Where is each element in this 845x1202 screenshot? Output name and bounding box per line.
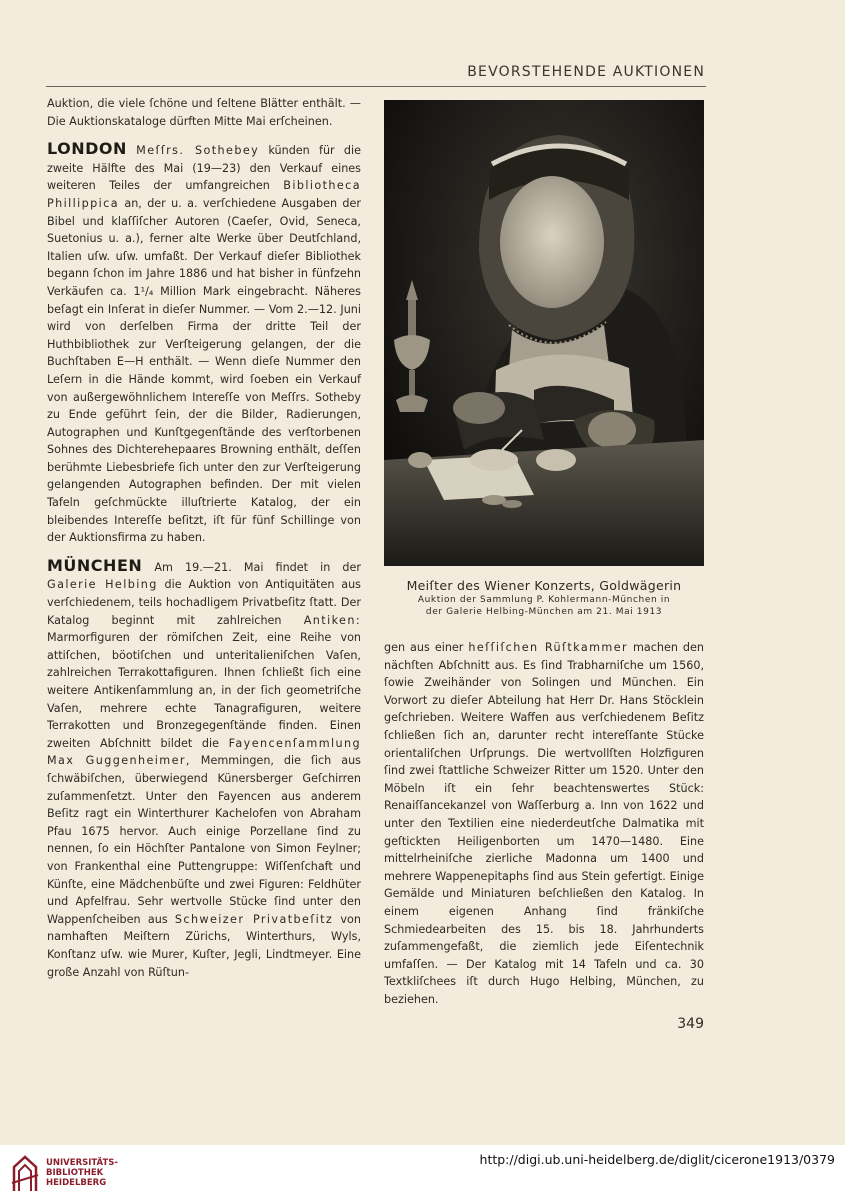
- helbing-gallery: Galerie Helbing: [47, 578, 158, 592]
- header-rule: [46, 86, 706, 87]
- munich-text-2: die Auktion von Antiquitäten aus verſchiedenem, teils hochadligem Privatbeſitz ſtatt. Der Katalog beginnt mit zahlreichen: [47, 578, 362, 627]
- munich-text-4: Memmingen, die ſich aus ſchwäbiſchen, überwiegend Künersberger Geſchirren zuſammenſetzt. Unter den Fayencen aus anderem Beſitz ragt ein Winterthurer Kachelofen von Abraham Pfau 1675 hervor. Auch einige Porzellane ſind zu nennen, ſo ein Höchſter Pantalone von Simon Feylner; von Frankenthal eine Puttengruppe: Wiſſenſchaft und Künſte, eine Mädchenbüſte und zwei Figuren: Feldhüter und Apfelfrau. Sehr wertvolle Stücke ſind unter den Wappenſcheiben aus: [47, 754, 361, 926]
- library-line-2: BIBLIOTHEK: [46, 1168, 104, 1178]
- london-text-2: an, der u. a. verſchiedene Ausgaben der Bibel und klaſſiſcher Autoren (Caeſer, Ovid, Seneca, Suetonius u. a.), ferner alte Werke über Deutſchland, Italien uſw. uſw. umfaßt. Der Verkauf dieſer Bibliothek begann ſchon im Jahre 1886 und hat bisher in fünfzehn Verkäufen ca. 1¹/₄ Million Mark eingebracht. Näheres beſagt ein Inſerat in dieſer Nummer. — Vom 2.—12. Juni wird von derſelben Firma der dritte Teil der Huthbibliothek zur Verſteigerung gelangen, der die Buchſtaben E—H enthält. — Wenn dieſe Nummer den Leſern in die Hände kommt, wird ſoeben ein Verkauf von außergewöhnlichem Intereſſe von Meſſrs. Sotheby zu Ende geführt ſein, der die Bilder, Radierungen, Autographen und Kunſtgegenſtände des verſtorbenen Sohnes des Dichterehepaares Browning enthält, deſſen berühmte Liebesbriefe ſich unter den zur Verſteigerung gelangenden Autographen befinden. Der mit vielen Tafeln geſchmückte illuſtrierte Katalog, der ein bleibendes Intereſſe beſitzt, iſt für fünf Schillinge von der Auktionsfirma zu haben.: [47, 196, 361, 545]
- london-text-1: künden für die zweite Hälfte des Mai (19—23) den Verkauf eines weiteren Teiles der umfangreichen: [47, 144, 362, 193]
- faience-collection: Fayencenſammlung Max Guggenheimer,: [47, 736, 361, 768]
- source-url-link[interactable]: http://digi.ub.uni-heidelberg.de/diglit/cicerone1913/0379: [479, 1152, 835, 1167]
- figure-caption: [384, 578, 704, 618]
- library-line-3: HEIDELBERG: [46, 1178, 107, 1188]
- right-text-2: machen den nächſten Abſchnitt aus. Es ſind Trabharniſche um 1560, ſowie Zweihänder von Solingen und München. Ein Vorwort zu dieſer Abteilung hat Herr Dr. Hans Stöcklein geſchrieben. Weitere Waffen aus verſchiedenem Beſitz ſchließen ſich an, darunter recht intereſſante Stücke orientaliſchen Urſprungs. Die wertvollſten Holzfiguren ſind zwei ſtattliche Schweizer Ritter um 1520. Unter den Möbeln iſt ein ſehr beachtenswertes Stück: Renaiſſancekanzel von Waſſerburg a. Inn von 1622 und unter den Textilien eine niederdeutſche Dalmatika mit geſtickten Heiligenborten um 1470—1480. Eine mittelrheiniſche zierliche Madonna um 1400 und mehrere Wappenepitaphs ſind aus Stein gefertigt. Einige Gemälde und Miniaturen beſchließen den Katalog. In einem eigenen Anhang ſind fränkiſche Schmiedearbeiten des 15. bis 18. Jahrhunderts zuſammengefaßt, die ziemlich jede Eiſentechnik umfaſſen. — Der Katalog mit 14 Tafeln und ca. 30 Textkliſchees iſt durch Hugo Helbing, München, zu beziehen.: [384, 641, 704, 1006]
- library-line-1: UNIVERSITÄTS-: [46, 1158, 118, 1168]
- swiss-private: Schweizer Privatbeſitz: [174, 912, 334, 926]
- library-name: [46, 1158, 118, 1188]
- caption-line-2: der Galerie Helbing-München am 21. Mai 1913: [425, 607, 663, 617]
- caption-line-1: Auktion der Sammlung P. Kohlermann-München in: [417, 595, 671, 605]
- left-column: [47, 95, 361, 981]
- heidelberg-library-logo-icon: [10, 1153, 40, 1193]
- antiquities-term: Antiken:: [303, 613, 361, 627]
- running-head: BEVORSTEHENDE AUKTIONEN: [467, 64, 705, 80]
- page-number: 349: [677, 1016, 704, 1032]
- munich-paragraph: [47, 557, 361, 981]
- hessian-armory: heſſiſchen Rüſtkammer: [468, 641, 628, 654]
- painting-plate: [384, 100, 704, 566]
- goldwaegerin-painting: [384, 100, 704, 566]
- london-heading: LONDON: [47, 139, 127, 159]
- munich-text-3: Marmorfiguren der römiſchen Zeit, eine Reihe von attiſchen, böotiſchen und unteritalieniſchen Vaſen, zahlreichen Terrakottafiguren. Ihnen ſchließt ſich eine weitere Antikenſammlung an, in der ſich geometriſche Vaſen, mehrere echte Tanagrafiguren, weitere Terrakotten und Bronzegegenſtände finden. Einen zweiten Abſchnitt bildet die: [47, 631, 361, 750]
- munich-text-1: Am 19.—21. Mai findet in der: [142, 560, 361, 574]
- right-text-1: gen aus einer: [384, 641, 469, 654]
- sothebey-firm: Meſſrs. Sothebey: [136, 144, 260, 158]
- munich-text-5: von namhaften Meiſtern Zürichs, Winterthurs, Wyls, Konſtanz uſw. wie Murer, Kuſter, Jegli, Lindtmeyer. Eine große Anzahl von Rüſtun-: [47, 912, 361, 979]
- digitization-footer: [0, 1145, 845, 1202]
- munich-heading: MÜNCHEN: [47, 555, 143, 575]
- intro-paragraph: Auktion, die viele ſchöne und ſeltene Blätter enthält. — Die Auktionskataloge dürften Mitte Mai erſcheinen.: [47, 97, 361, 128]
- right-column: [384, 639, 704, 1008]
- caption-title: Meiſter des Wiener Konzerts, Goldwägerin: [406, 578, 682, 593]
- london-paragraph: [47, 140, 361, 547]
- armory-paragraph: [384, 639, 704, 1008]
- phillippica-collection: Bibliotheca Phillippica: [47, 179, 361, 210]
